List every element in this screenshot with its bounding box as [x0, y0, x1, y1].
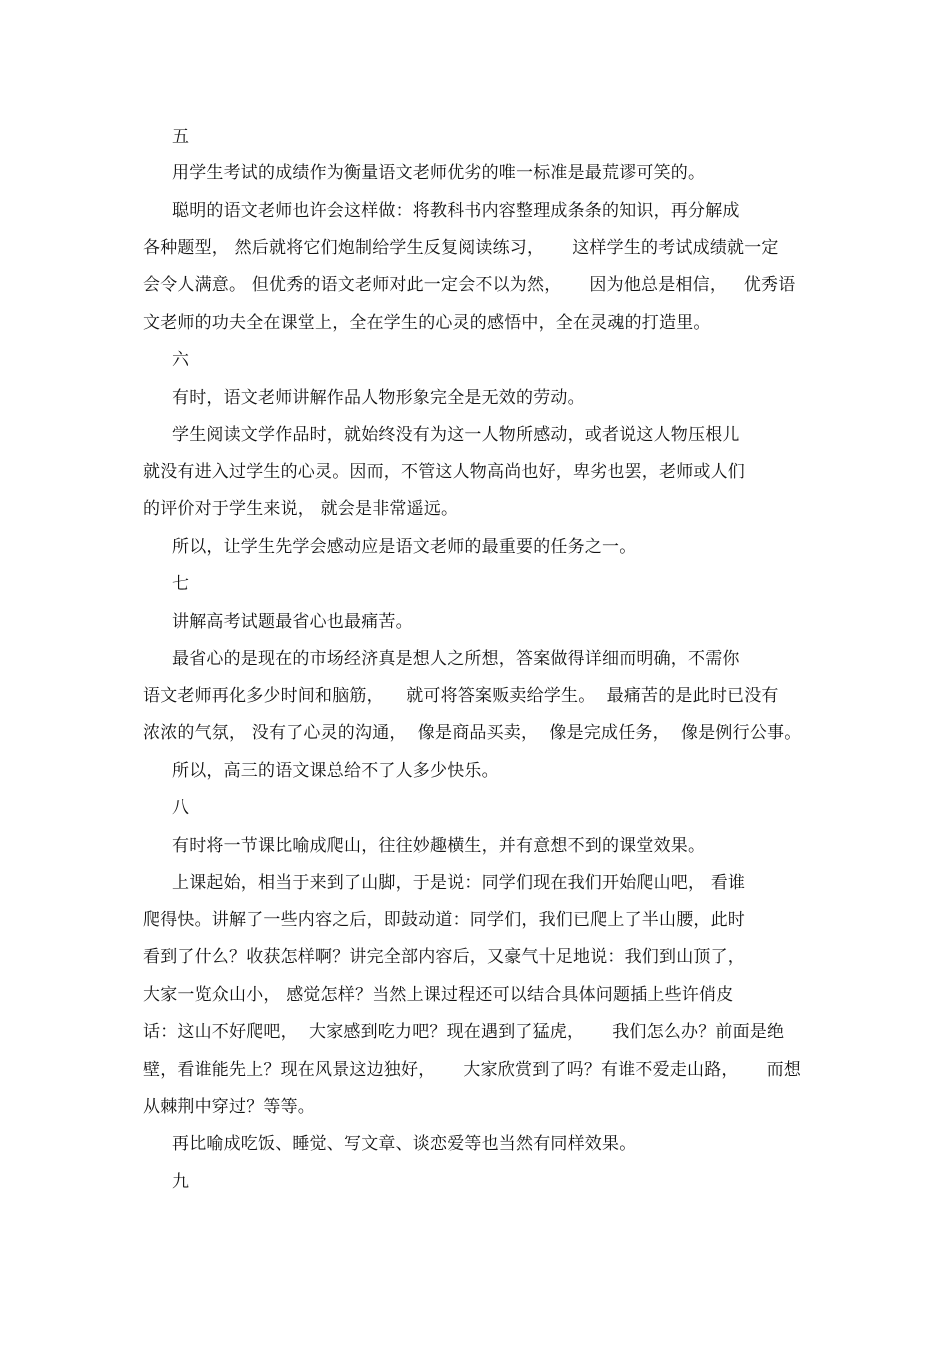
paragraph-line: 从棘荆中穿过？等等。	[143, 1097, 315, 1117]
paragraph-line: 学生阅读文学作品时，就始终没有为这一人物所感动，或者说这人物压根儿	[172, 425, 740, 445]
paragraph-line: 再比喻成吃饭、睡觉、写文章、谈恋爱等也当然有同样效果。	[172, 1134, 637, 1154]
paragraph-line: 所以，高三的语文课总给不了人多少快乐。	[172, 761, 499, 781]
paragraph-line: 文老师的功夫全在课堂上，全在学生的心灵的感悟中，全在灵魂的打造里。	[143, 313, 711, 333]
paragraph-line: 就没有进入过学生的心灵。因而，不管这人物高尚也好，卑劣也罢，老师或人们	[143, 462, 745, 482]
paragraph-line: 聪明的语文老师也许会这样做：将教科书内容整理成条条的知识，再分解成	[172, 201, 740, 221]
paragraph-line: 的评价对于学生来说， 就会是非常遥远。	[143, 499, 459, 519]
paragraph-line: 讲解高考试题最省心也最痛苦。	[172, 612, 413, 632]
paragraph-line: 有时，语文老师讲解作品人物形象完全是无效的劳动。	[172, 388, 585, 408]
paragraph-line: 看到了什么？收获怎样啊？讲完全部内容后，又豪气十足地说：我们到山顶了，	[143, 947, 745, 967]
paragraph-line: 各种题型， 然后就将它们炮制给学生反复阅读练习， 这样学生的考试成绩就一定	[143, 238, 779, 258]
section-heading-6: 六	[172, 350, 190, 370]
paragraph-line: 话：这山不好爬吧， 大家感到吃力吧？现在遇到了猛虎， 我们怎么办？前面是绝	[143, 1022, 785, 1042]
paragraph-line: 所以，让学生先学会感动应是语文老师的最重要的任务之一。	[172, 537, 637, 557]
section-heading-7: 七	[172, 574, 190, 594]
paragraph-line: 大家一览众山小， 感觉怎样？当然上课过程还可以结合具体问题插上些许俏皮	[143, 985, 734, 1005]
section-heading-8: 八	[172, 798, 190, 818]
paragraph-line: 上课起始，相当于来到了山脚，于是说：同学们现在我们开始爬山吧， 看谁	[172, 873, 746, 893]
section-heading-9: 九	[172, 1172, 190, 1192]
paragraph-line: 浓浓的气氛， 没有了心灵的沟通， 像是商品买卖， 像是完成任务， 像是例行公事。	[143, 723, 802, 743]
section-heading-5: 五	[172, 127, 190, 147]
paragraph-line: 语文老师再化多少时间和脑筋， 就可将答案贩卖给学生。 最痛苦的是此时已没有	[143, 686, 779, 706]
paragraph-line: 爬得快。讲解了一些内容之后，即鼓动道：同学们，我们已爬上了半山腰，此时	[143, 910, 745, 930]
paragraph-line: 用学生考试的成绩作为衡量语文老师优劣的唯一标准是最荒谬可笑的。	[172, 163, 706, 183]
paragraph-line: 壁，看谁能先上？现在风景这边独好， 大家欣赏到了吗？有谁不爱走山路， 而想	[143, 1060, 802, 1080]
paragraph-line: 会令人满意。 但优秀的语文老师对此一定会不以为然， 因为他总是相信， 优秀语	[143, 275, 796, 295]
paragraph-line: 有时将一节课比喻成爬山，往往妙趣横生，并有意想不到的课堂效果。	[172, 836, 706, 856]
paragraph-line: 最省心的是现在的市场经济真是想人之所想，答案做得详细而明确，不需你	[172, 649, 740, 669]
